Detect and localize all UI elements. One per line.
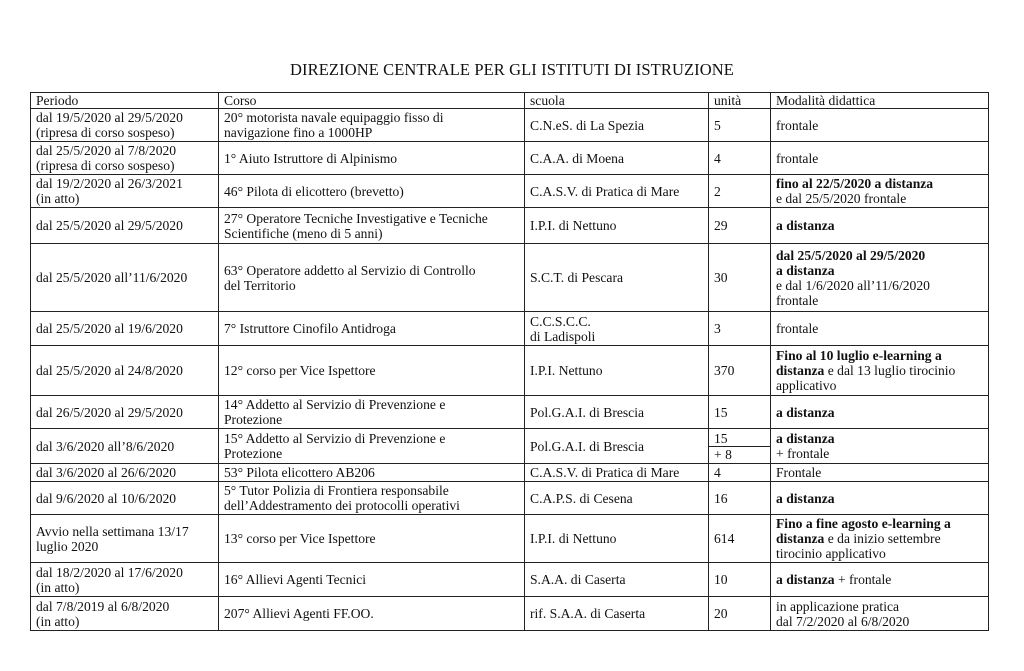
mode-cell — [771, 515, 989, 563]
table-row — [31, 142, 989, 175]
mode-text-bold: a distanza — [776, 572, 835, 587]
mode-cell — [771, 597, 989, 631]
table-row — [31, 396, 989, 429]
school-cell-line: S.A.A. di Caserta — [530, 572, 626, 587]
header-school: scuola — [525, 93, 709, 109]
mode-text: e dal 1/6/2020 all’11/6/2020 — [776, 277, 930, 293]
mode-line — [776, 176, 983, 191]
course-cell-line: 16° Allievi Agenti Tecnici — [224, 572, 367, 587]
mode-cell — [771, 175, 989, 208]
course-cell-line: navigazione fino a 1000HP — [224, 125, 373, 140]
mode-cell — [771, 109, 989, 142]
mode-text: tirocinio applicativo — [776, 546, 886, 561]
units-cell-line: 614 — [714, 531, 735, 546]
school-cell — [525, 346, 709, 396]
course-cell — [219, 515, 525, 563]
table-row — [31, 346, 989, 396]
units-cell — [709, 346, 771, 396]
units-cell — [709, 515, 771, 563]
table-header-row — [31, 93, 989, 109]
mode-cell — [771, 482, 989, 515]
school-cell-line: I.P.I. di Nettuno — [530, 218, 617, 233]
school-cell — [525, 109, 709, 142]
mode-line — [776, 405, 983, 420]
course-cell — [219, 346, 525, 396]
mode-text-bold: a distanza — [776, 431, 835, 446]
document-title: DIREZIONE CENTRALE PER GLI ISTITUTI DI ISTRUZIONE — [290, 60, 734, 79]
mode-text-bold: Fino al 10 luglio e-learning a — [776, 348, 942, 363]
course-cell — [219, 563, 525, 597]
units-cell-line: 20 — [714, 606, 728, 621]
period-cell-line: dal 25/5/2020 al 7/8/2020 — [36, 143, 177, 158]
period-cell — [31, 142, 219, 175]
mode-text: dal 7/2/2020 al 6/8/2020 — [776, 613, 910, 629]
period-cell-line: (ripresa di corso sospeso) — [36, 158, 175, 173]
period-cell — [31, 597, 219, 631]
period-cell — [31, 346, 219, 396]
period-cell-line: dal 25/5/2020 al 24/8/2020 — [36, 363, 183, 378]
units-cell-line: 4 — [714, 465, 721, 480]
period-cell-line: dal 19/5/2020 al 29/5/2020 — [36, 110, 183, 125]
school-cell-line: C.A.P.S. di Cesena — [530, 490, 633, 506]
units-cell — [709, 208, 771, 244]
mode-text: + frontale — [834, 572, 892, 587]
mode-text-bold: a distanza — [776, 490, 835, 506]
mode-text-bold: distanza — [776, 363, 825, 378]
mode-line — [776, 599, 983, 614]
header-period: Periodo — [31, 93, 219, 109]
units-cell-line: 2 — [714, 183, 721, 199]
units-cell-line: 16 — [714, 490, 728, 506]
period-cell — [31, 482, 219, 515]
period-cell-line: dal 3/6/2020 all’8/6/2020 — [36, 438, 175, 454]
course-cell-line: dell’Addestramento dei protocolli operativi — [224, 498, 460, 513]
mode-line — [776, 614, 983, 629]
header-units: unità — [709, 93, 771, 109]
period-cell — [31, 464, 219, 482]
units-cell-line: 29 — [714, 218, 728, 233]
mode-line — [776, 531, 983, 546]
school-cell — [525, 208, 709, 244]
table-row — [31, 109, 989, 142]
mode-text: frontale — [776, 321, 819, 336]
school-cell-line: C.A.S.V. di Pratica di Mare — [530, 183, 680, 199]
period-cell-line: luglio 2020 — [36, 538, 99, 554]
course-cell-line: 27° Operatore Tecniche Investigative e Tecniche — [224, 210, 488, 226]
units-cell — [709, 597, 771, 631]
units-cell-line: 5 — [714, 117, 721, 133]
table-row — [31, 312, 989, 346]
school-cell-line: Pol.G.A.I. di Brescia — [530, 404, 645, 420]
school-cell-line: I.P.I. Nettuno — [530, 363, 603, 378]
units-cell — [709, 429, 771, 464]
period-cell-line: dal 7/8/2019 al 6/8/2020 — [36, 598, 170, 614]
mode-line — [776, 263, 983, 278]
period-cell-line: dal 3/6/2020 al 26/6/2020 — [36, 465, 177, 480]
period-cell — [31, 515, 219, 563]
school-cell — [525, 244, 709, 312]
course-cell-line: Protezione — [224, 412, 283, 427]
mode-line — [776, 151, 983, 166]
mode-cell — [771, 208, 989, 244]
mode-text: e da inizio settembre — [824, 531, 941, 546]
units-cell — [709, 175, 771, 208]
header-mode: Modalità didattica — [771, 93, 989, 109]
mode-text: Frontale — [776, 465, 822, 480]
mode-line — [776, 446, 983, 461]
course-cell-line: 13° corso per Vice Ispettore — [224, 531, 376, 546]
period-cell-line: dal 25/5/2020 al 29/5/2020 — [36, 218, 183, 233]
mode-line — [776, 191, 983, 206]
period-cell — [31, 396, 219, 429]
mode-line — [776, 546, 983, 561]
course-cell-line: 1° Aiuto Istruttore di Alpinismo — [224, 150, 398, 166]
course-cell-line: 7° Istruttore Cinofilo Antidroga — [224, 321, 396, 336]
school-cell-line: C.C.S.C.C. — [530, 313, 591, 329]
mode-cell — [771, 429, 989, 464]
mode-cell — [771, 244, 989, 312]
mode-line — [776, 248, 983, 263]
table-row — [31, 429, 989, 464]
mode-text: e dal 25/5/2020 frontale — [776, 191, 907, 206]
mode-text: frontale — [776, 150, 819, 166]
school-cell-line: rif. S.A.A. di Caserta — [530, 606, 646, 621]
table-row — [31, 208, 989, 244]
course-cell-line: 5° Tutor Polizia di Frontiera responsabile — [224, 483, 449, 498]
table-body — [31, 109, 989, 631]
units-cell-line: 10 — [714, 572, 728, 587]
period-cell-line: dal 9/6/2020 al 10/6/2020 — [36, 490, 177, 506]
mode-text-bold: a distanza — [776, 262, 835, 278]
mode-line — [776, 118, 983, 133]
mode-line — [776, 572, 983, 587]
school-cell-line: S.C.T. di Pescara — [530, 270, 623, 285]
mode-text-bold: distanza — [776, 531, 825, 546]
mode-text: frontale — [776, 292, 819, 308]
period-cell-line: dal 25/5/2020 al 19/6/2020 — [36, 321, 183, 336]
course-cell-line: 207° Allievi Agenti FF.OO. — [224, 606, 374, 621]
course-cell — [219, 109, 525, 142]
mode-line — [776, 465, 983, 480]
period-cell-line: (in atto) — [36, 191, 80, 206]
period-cell — [31, 429, 219, 464]
school-cell — [525, 482, 709, 515]
school-cell-line: C.A.S.V. di Pratica di Mare — [530, 465, 680, 480]
mode-line — [776, 278, 983, 293]
mode-line — [776, 321, 983, 336]
table-row — [31, 244, 989, 312]
course-cell-line: 20° motorista navale equipaggio fisso di — [224, 110, 444, 125]
school-cell — [525, 515, 709, 563]
school-cell — [525, 142, 709, 175]
course-cell-line: 53° Pilota elicottero AB206 — [224, 465, 375, 480]
school-cell-line: Pol.G.A.I. di Brescia — [530, 438, 645, 454]
table-row — [31, 515, 989, 563]
period-cell-line: dal 18/2/2020 al 17/6/2020 — [36, 564, 183, 580]
period-cell-line: Avvio nella settimana 13/17 — [36, 523, 189, 539]
mode-line — [776, 516, 983, 531]
mode-cell — [771, 312, 989, 346]
course-cell — [219, 597, 525, 631]
mode-text-bold: a distanza — [776, 218, 835, 233]
units-cell-line: 15 — [714, 404, 728, 420]
period-cell — [31, 244, 219, 312]
school-cell-line: C.A.A. di Moena — [530, 150, 625, 166]
table-row — [31, 563, 989, 597]
table-row — [31, 175, 989, 208]
period-cell-line: (ripresa di corso sospeso) — [36, 125, 175, 140]
school-cell — [525, 464, 709, 482]
school-cell — [525, 429, 709, 464]
mode-cell — [771, 346, 989, 396]
school-cell-line: I.P.I. di Nettuno — [530, 531, 617, 546]
course-cell-line: 12° corso per Vice Ispettore — [224, 363, 376, 378]
mode-text-bold: Fino a fine agosto e-learning a — [776, 516, 951, 531]
school-cell — [525, 563, 709, 597]
mode-line — [776, 431, 983, 446]
units-cell-line: 4 — [714, 150, 721, 166]
mode-line — [776, 378, 983, 393]
mode-line — [776, 491, 983, 506]
school-cell — [525, 396, 709, 429]
mode-text-bold: a distanza — [776, 404, 835, 420]
course-cell-line: 63° Operatore addetto al Servizio di Controllo — [224, 262, 476, 278]
course-cell — [219, 396, 525, 429]
mode-cell — [771, 142, 989, 175]
mode-cell — [771, 396, 989, 429]
course-cell — [219, 208, 525, 244]
units-cell — [709, 244, 771, 312]
period-cell — [31, 109, 219, 142]
school-cell — [525, 312, 709, 346]
mode-text-bold: fino al 22/5/2020 a distanza — [776, 176, 934, 191]
mode-line — [776, 293, 983, 308]
period-cell-line: dal 25/5/2020 all’11/6/2020 — [36, 270, 188, 285]
course-cell-line: 14° Addetto al Servizio di Prevenzione e — [224, 397, 446, 412]
units-cell — [709, 563, 771, 597]
table-row — [31, 482, 989, 515]
units-cell — [709, 312, 771, 346]
units-cell-line: 15 — [714, 430, 728, 446]
course-cell-line: Protezione — [224, 446, 283, 461]
units-cell — [709, 482, 771, 515]
mode-text-bold: dal 25/5/2020 al 29/5/2020 — [776, 247, 926, 263]
period-cell-line: (in atto) — [36, 579, 80, 595]
period-cell — [31, 312, 219, 346]
mode-line — [776, 348, 983, 363]
course-cell — [219, 482, 525, 515]
course-cell — [219, 142, 525, 175]
period-cell-line: (in atto) — [36, 613, 80, 629]
course-cell — [219, 175, 525, 208]
school-cell-line: C.N.eS. di La Spezia — [530, 117, 645, 133]
course-cell — [219, 429, 525, 464]
courses-table — [30, 92, 989, 631]
course-cell-line: Scientifiche (meno di 5 anni) — [224, 225, 383, 241]
mode-text: applicativo — [776, 378, 837, 393]
header-course: Corso — [219, 93, 525, 109]
period-cell — [31, 208, 219, 244]
units-cell-line: 370 — [714, 363, 735, 378]
units-cell — [709, 142, 771, 175]
mode-cell — [771, 464, 989, 482]
table-row — [31, 464, 989, 482]
mode-text: in applicazione pratica — [776, 598, 900, 614]
mode-line — [776, 218, 983, 233]
units-cell — [709, 109, 771, 142]
mode-text: e dal 13 luglio tirocinio — [824, 363, 956, 378]
units-cell — [709, 464, 771, 482]
course-cell-line: 46° Pilota di elicottero (brevetto) — [224, 183, 404, 199]
table-row — [31, 597, 989, 631]
school-cell — [525, 597, 709, 631]
period-cell — [31, 175, 219, 208]
course-cell — [219, 244, 525, 312]
school-cell-line: di Ladispoli — [530, 328, 596, 344]
course-cell — [219, 312, 525, 346]
units-cell-line: 3 — [714, 321, 721, 336]
mode-cell — [771, 563, 989, 597]
units-cell — [709, 396, 771, 429]
units-cell-line: 30 — [714, 270, 728, 285]
mode-line — [776, 363, 983, 378]
course-cell-line: del Territorio — [224, 277, 296, 293]
course-cell-line: 15° Addetto al Servizio di Prevenzione e — [224, 431, 446, 446]
course-cell — [219, 464, 525, 482]
mode-text: + frontale — [776, 446, 830, 461]
school-cell — [525, 175, 709, 208]
period-cell-line: dal 26/5/2020 al 29/5/2020 — [36, 404, 183, 420]
period-cell-line: dal 19/2/2020 al 26/3/2021 — [36, 176, 183, 191]
period-cell — [31, 563, 219, 597]
units-cell-line: + 8 — [709, 446, 770, 462]
mode-text: frontale — [776, 117, 819, 133]
